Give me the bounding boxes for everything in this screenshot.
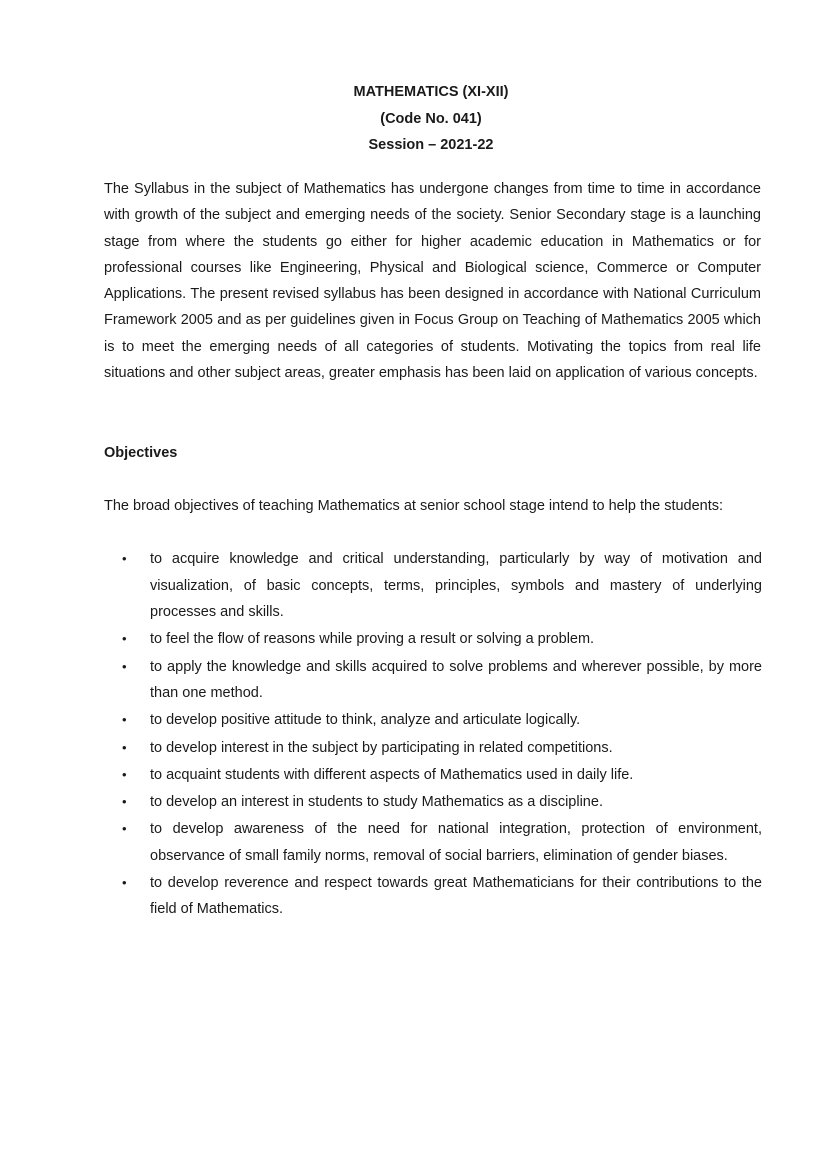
- list-item-text: to develop interest in the subject by participating in related competitions.: [150, 739, 613, 756]
- list-item: [122, 626, 762, 653]
- document-title: MATHEMATICS (XI-XII): [353, 84, 509, 100]
- bullet-icon: •: [122, 658, 127, 674]
- bullet-icon: •: [122, 793, 127, 809]
- bullet-icon: •: [122, 739, 127, 755]
- subject-code: (Code No. 041): [380, 110, 482, 127]
- bullet-icon: •: [122, 551, 127, 566]
- bullet-icon: •: [122, 712, 127, 728]
- list-item: [122, 546, 762, 626]
- bullet-icon: •: [122, 821, 127, 837]
- list-item: [122, 816, 762, 869]
- list-item: [122, 654, 762, 707]
- list-item-text: to develop an interest in students to study Mathematics as a discipline.: [150, 793, 603, 810]
- list-item: [122, 789, 762, 816]
- intro-paragraph: The Syllabus in the subject of Mathematics has undergone changes from time to time in accordance with growth of the subject and emerging needs of the society. Senior Secondary stage is a launching stage from where the students go either for higher academic education in Mathematics or for professional courses like Engineering, Physical and Biological science, Commerce or Computer Applications. The present revised syllabus has been designed in accordance with National Curriculum Framework 2005 and as per guidelines given in Focus Group on Teaching of Mathematics 2005 which is to meet the emerging needs of all categories of students. Motivating the topics from real life situations and other subject areas, greater emphasis has been laid on application of various concepts.: [104, 181, 761, 382]
- objectives-lead: The broad objectives of teaching Mathematics at senior school stage intend to help the students:: [104, 498, 724, 514]
- list-item-text: to acquire knowledge and critical understanding, particularly by way of motivation and visualization, of basic concepts, terms, principles, symbols and mastery of underlying processes and skills.: [150, 551, 762, 621]
- bullet-icon: •: [122, 631, 127, 647]
- objectives-list: [122, 546, 762, 924]
- list-item-text: to develop reverence and respect towards great Mathematicians for their contributions to the field of Mathematics.: [150, 874, 762, 918]
- bullet-icon: •: [122, 874, 127, 890]
- list-item-text: to feel the flow of reasons while proving a result or solving a problem.: [150, 631, 595, 648]
- objectives-heading: Objectives: [104, 445, 178, 461]
- title-block: [0, 79, 826, 159]
- list-item: [122, 762, 762, 789]
- bullet-icon: •: [122, 766, 127, 782]
- session-label: Session – 2021-22: [368, 137, 494, 153]
- list-item-text: to apply the knowledge and skills acquired to solve problems and wherever possible, by more than one method.: [150, 658, 762, 702]
- list-item: [122, 735, 762, 762]
- list-item-text: to acquaint students with different aspects of Mathematics used in daily life.: [150, 766, 634, 783]
- list-item-text: to develop positive attitude to think, analyze and articulate logically.: [150, 712, 581, 729]
- list-item: [122, 707, 762, 734]
- list-item-text: to develop awareness of the need for national integration, protection of environment, observance of small family norms, removal of social barriers, elimination of gender biases.: [150, 821, 762, 864]
- list-item: [122, 870, 762, 923]
